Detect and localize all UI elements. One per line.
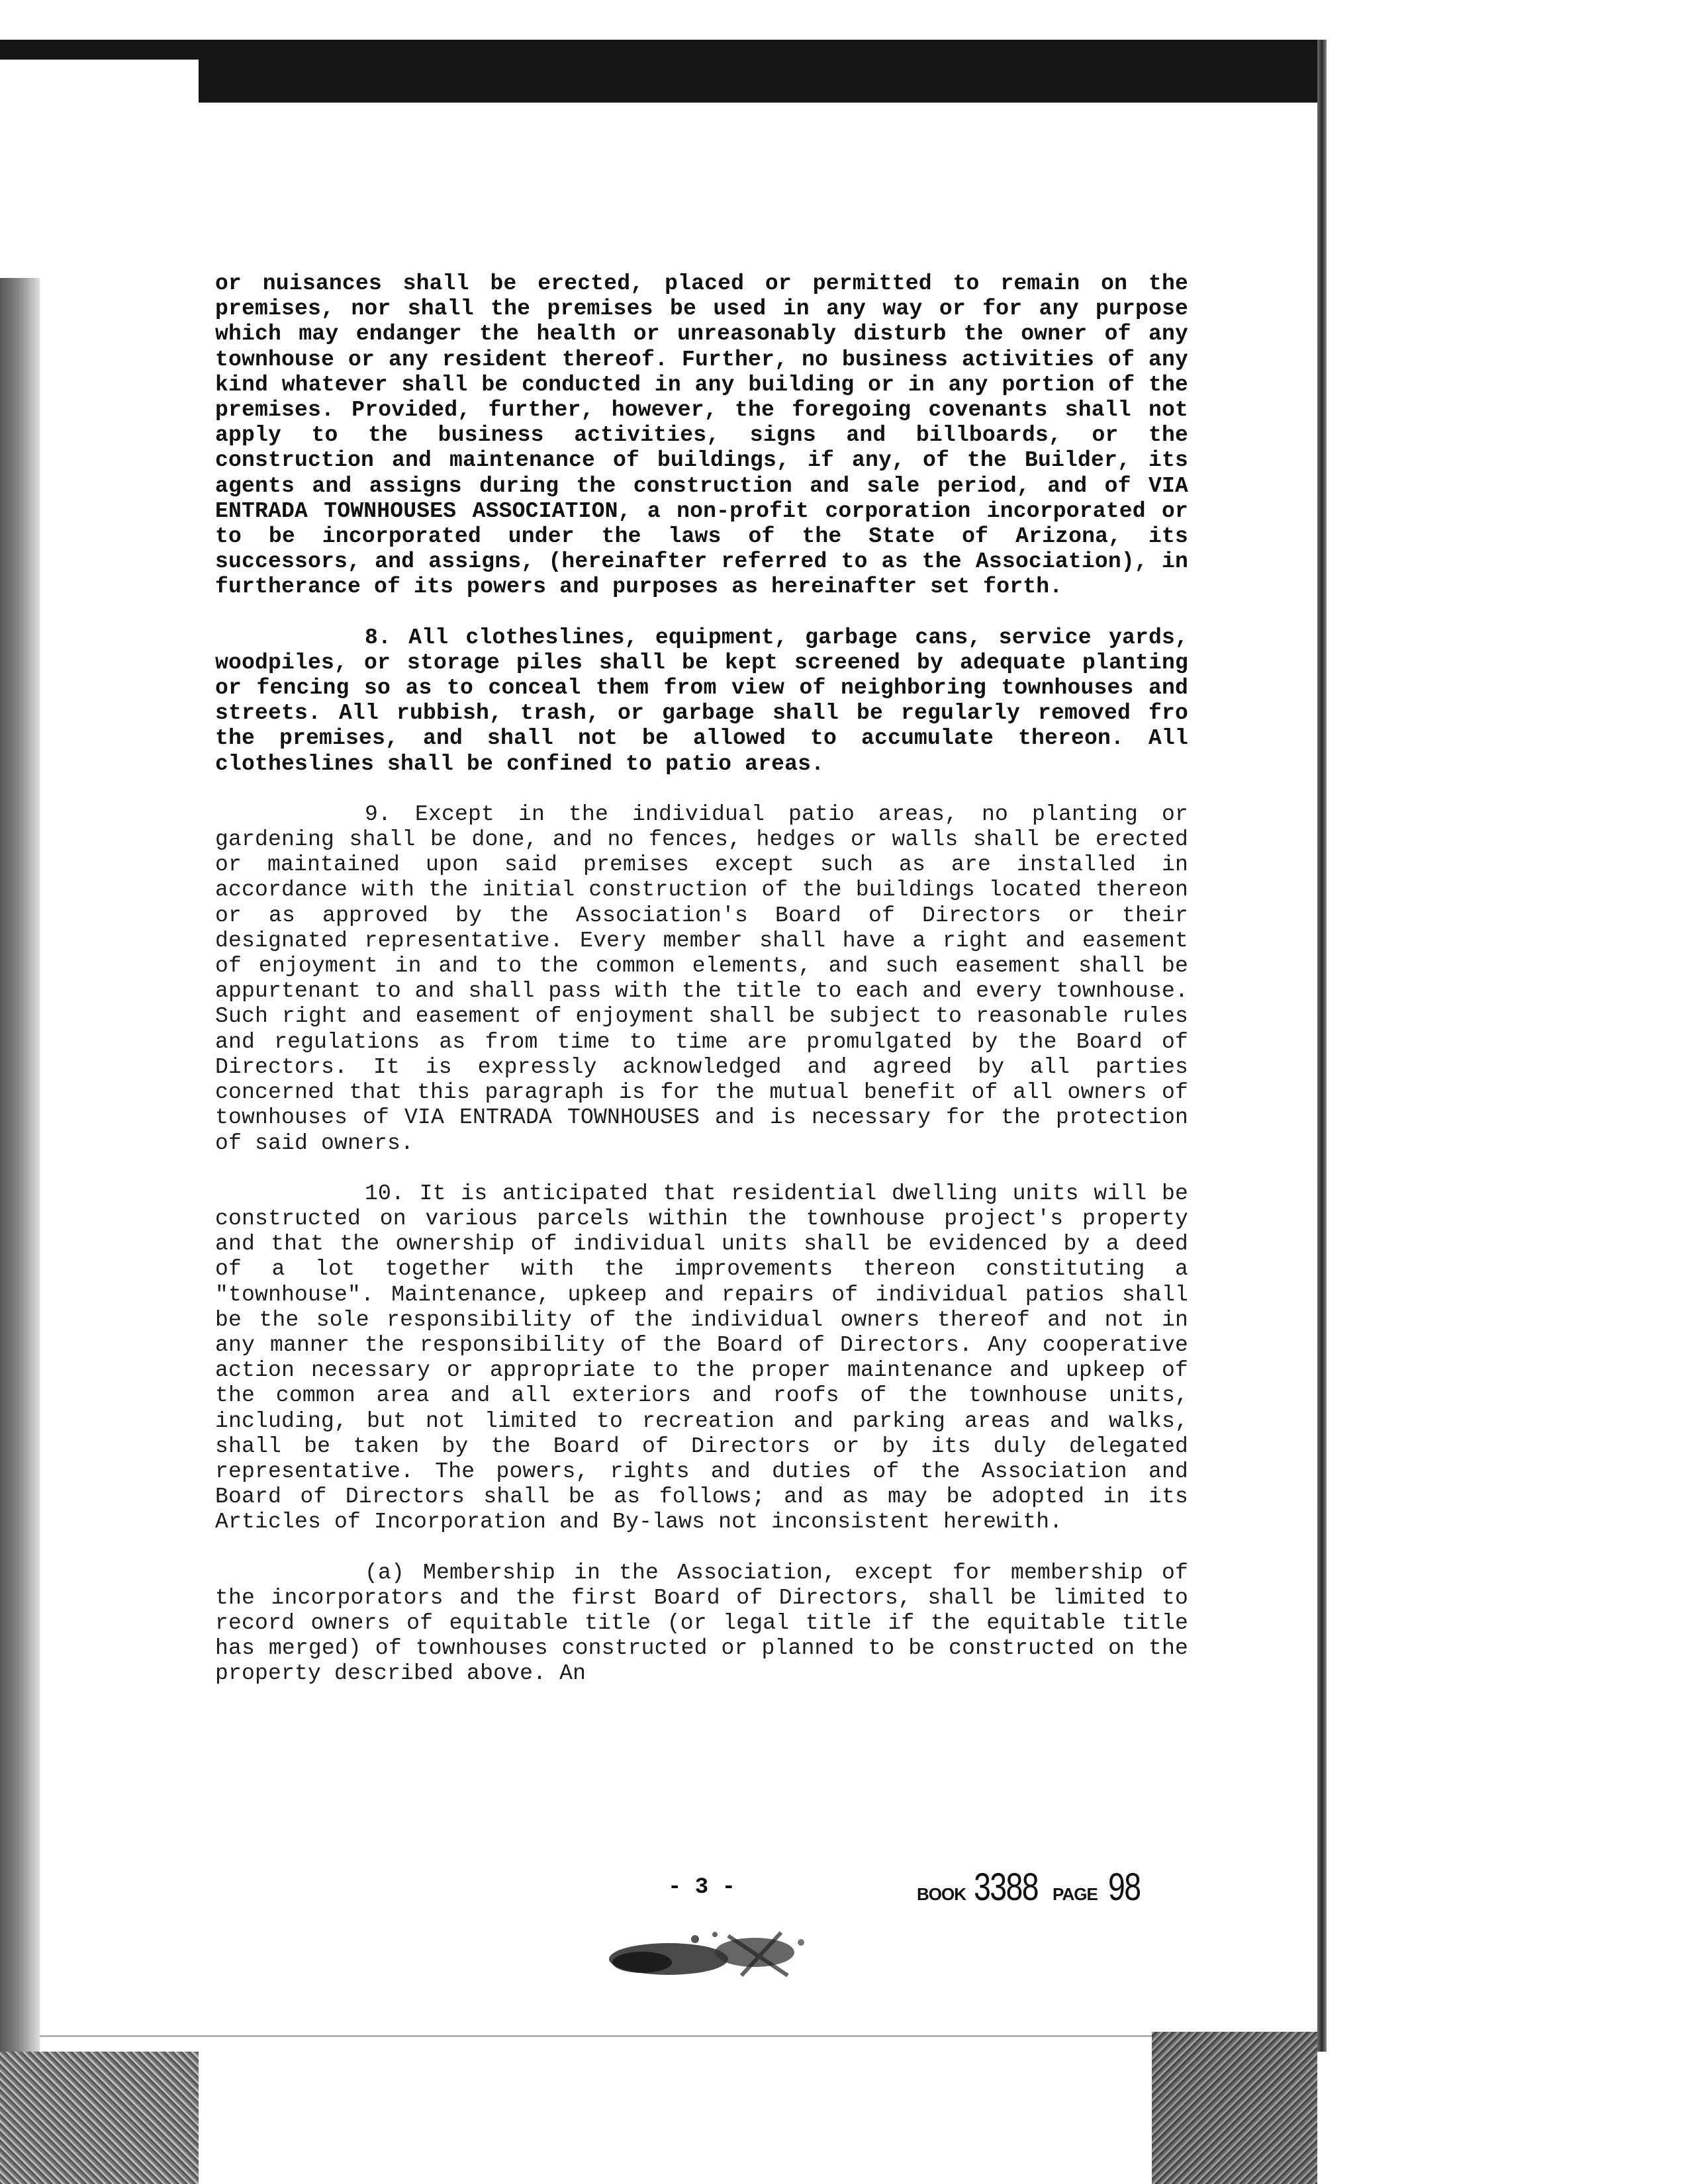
recorder-seal-smudge [589,1923,854,1982]
page-label: PAGE [1053,1884,1098,1904]
paragraph-10-dwelling-units: 10. It is anticipated that residential dwelling units will be constructed on various parcels within the townhouse project's property and that the ownership of individual units shall be evidenced by a deed of a lot together with the improvements thereon constituting a "townhouse". Maintenance, upkeep and repairs of individual patios shall be the sole responsibility of the individual owners thereof and not in any manner the responsibility of the Board of Directors. Any cooperative action necessary or appropriate to the proper maintenance and upkeep of the common area and all exteriors and roofs of the townhouse units, including, but not limited to recreation and parking areas and walks, shall be taken by the Board of Directors or by its duly delegated representative. The powers, rights and duties of the Association and Board of Directors shall be as follows; and as may be adopted in its Articles of Incorporation and By-laws not inconsistent herewith. [215,1181,1188,1535]
book-page-stamp [917,1865,1144,1909]
scan-border-top [199,40,1324,103]
scan-border-bottom [40,2035,1317,2037]
scan-noise-bottom-right [1152,2032,1317,2184]
paragraph-9-planting: 9. Except in the individual patio areas, no planting or gardening shall be done, and no fences, hedges or walls shall be erected or maintained upon said premises except such as are installed in accordance with the initial construction of the buildings located thereon or as approved by the Association's Board of Directors or their designated representative. Every member shall have a right and easement of enjoyment in and to the common elements, and such easement shall be appurtenant to and shall pass with the title to each and every townhouse. Such right and easement of enjoyment shall be subject to reasonable rules and regulations as from time to time are promulgated by the Board of Directors. It is expressly acknowledged and agreed by all parties concerned that this paragraph is for the mutual benefit of all owners of townhouses of VIA ENTRADA TOWNHOUSES and is necessary for the protection of said owners. [215,801,1188,1156]
scan-border-right [1317,40,1327,2052]
paragraph-nuisances-continued: or nuisances shall be erected, placed or permitted to remain on the premises, nor shall the premises be used in any way or for any purpose which may endanger the health or unreasonably disturb the owner of any townhouse or any resident thereof. Further, no business activities of any kind whatever shall be conducted in any building or in any portion of the premises. Provided, further, however, the foregoing covenants shall not apply to the business activities, signs and billboards, or the construction and maintenance of buildings, if any, of the Builder, its agents and assigns during the construction and sale period, and of VIA ENTRADA TOWNHOUSES ASSOCIATION, a non-profit corporation incorporated or to be incorporated under the laws of the State of Arizona, its successors, and assigns, (hereinafter referred to as the Association), in furtherance of its powers and purposes as hereinafter set forth. [215,271,1188,600]
document-page [215,271,1188,1712]
page-value: 98 [1107,1866,1141,1909]
scan-noise-bottom-left [0,2052,199,2184]
scan-border-left [0,278,40,2065]
book-label: BOOK [917,1884,966,1904]
page-number: - 3 - [667,1875,736,1900]
scan-border-top-left [0,40,225,60]
book-number: 3388 [974,1866,1038,1909]
paragraph-8-clotheslines: 8. All clotheslines, equipment, garbage cans, service yards, woodpiles, or storage piles shall be kept screened by adequate planting or fencing so as to conceal them from view of neighboring townhouses and streets. All rubbish, trash, or garbage shall be regularly removed fro the premises, and shall not be allowed to accumulate thereon. All clotheslines shall be confined to patio areas. [215,625,1188,776]
paragraph-10a-membership: (a) Membership in the Association, except for membership of the incorporators and the first Board of Directors, shall be limited to record owners of equitable title (or legal title if the equitable title has merged) of townhouses constructed or planned to be constructed on the property described above. An [215,1560,1188,1686]
